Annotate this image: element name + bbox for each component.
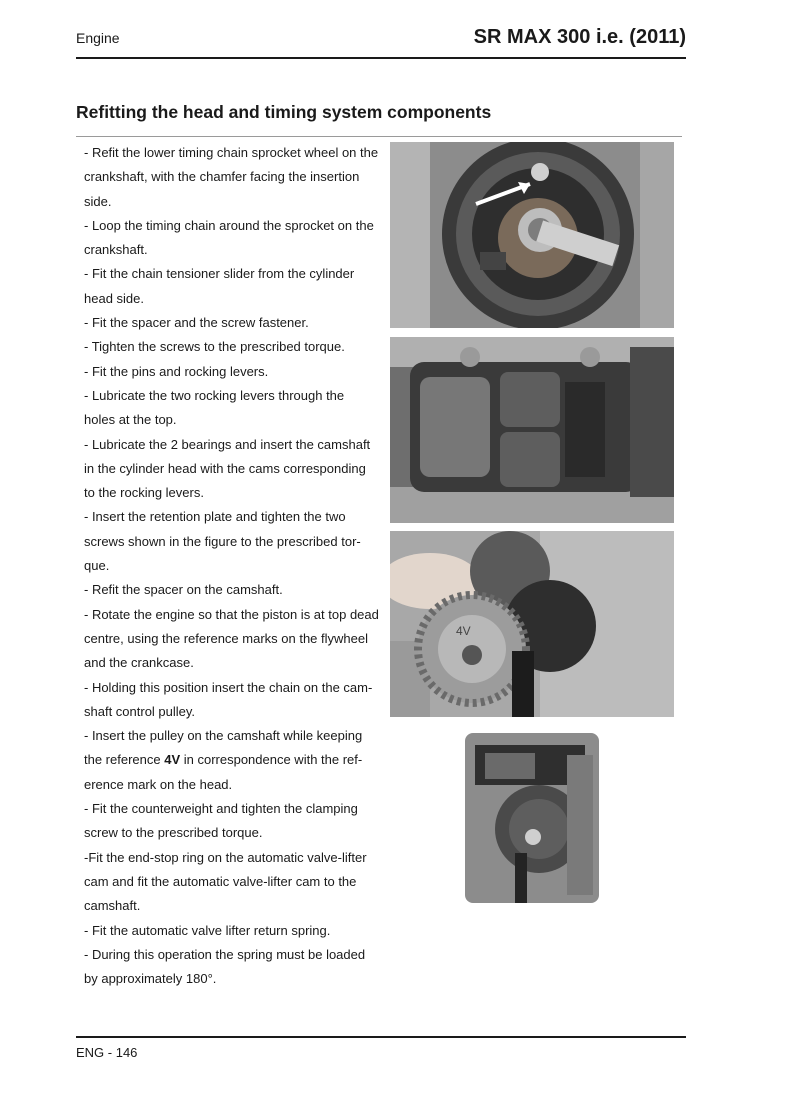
procedure-line: cam and fit the automatic valve-lifter cam to the <box>84 873 357 889</box>
procedure-line: - Insert the retention plate and tighten the two <box>84 509 346 525</box>
photo-rocking-levers <box>390 337 674 523</box>
procedure-line: and the crankcase. <box>84 655 194 671</box>
procedure-line: side. <box>84 193 112 209</box>
gear-marking-text: 4V <box>456 624 471 638</box>
procedure-line: -Fit the end-stop ring on the automatic valve-lifter <box>84 849 367 865</box>
procedure-line: shaft control pulley. <box>84 703 196 719</box>
procedure-line: in the cylinder head with the cams corresponding <box>84 460 366 476</box>
procedure-line: - Lubricate the 2 bearings and insert the camshaft <box>84 436 371 452</box>
photo-camshaft-pulley <box>390 531 674 717</box>
header-divider <box>76 57 686 59</box>
procedure-line-text: the reference <box>84 752 165 768</box>
procedure-line: to the rocking levers. <box>84 485 204 501</box>
photo-assembled-head <box>461 725 605 909</box>
procedure-line: - During this operation the spring must be loaded <box>84 946 366 962</box>
procedure-line: erence mark on the head. <box>84 776 233 792</box>
procedure-line: - Fit the automatic valve lifter return spring. <box>84 922 331 938</box>
procedure-line: holes at the top. <box>84 412 177 428</box>
procedure-line: - Fit the chain tensioner slider from the cylinder <box>84 266 355 282</box>
photo-crankshaft-sprocket <box>390 142 674 328</box>
procedure-line: - Refit the spacer on the camshaft. <box>84 582 283 598</box>
header-section-label: Engine <box>76 30 120 46</box>
procedure-line: que. <box>84 558 110 574</box>
procedure-line: - Tighten the screws to the prescribed torque. <box>84 339 345 355</box>
procedure-line <box>84 748 382 772</box>
procedure-line: crankshaft, with the chamfer facing the insertion <box>84 169 360 185</box>
procedure-line: camshaft. <box>84 898 141 914</box>
procedure-line: centre, using the reference marks on the flywheel <box>84 630 368 646</box>
procedure-line: crankshaft. <box>84 242 148 258</box>
procedure-line: screw to the prescribed torque. <box>84 825 263 841</box>
procedure-line-text: in correspondence with the ref- <box>180 752 363 768</box>
reference-mark-label: 4V <box>164 752 181 768</box>
procedure-line: - Lubricate the two rocking levers through the <box>84 387 345 403</box>
procedure-line: - Fit the spacer and the screw fastener. <box>84 315 309 331</box>
procedure-line: - Loop the timing chain around the sprocket on the <box>84 217 374 233</box>
procedure-line: - Fit the counterweight and tighten the clamping <box>84 801 358 817</box>
procedure-line: head side. <box>84 290 144 306</box>
procedure-line: - Rotate the engine so that the piston is at top dead <box>84 606 379 622</box>
page-number: ENG - 146 <box>76 1045 138 1060</box>
section-title: Refitting the head and timing system components <box>76 102 492 122</box>
procedure-line: - Refit the lower timing chain sprocket wheel on the <box>84 145 379 160</box>
footer-divider <box>76 1036 686 1038</box>
procedure-steps <box>84 141 382 991</box>
section-divider <box>76 136 682 137</box>
procedure-line: - Holding this position insert the chain on the cam- <box>84 679 373 695</box>
procedure-line: - Fit the pins and rocking levers. <box>84 363 269 379</box>
procedure-line: - Insert the pulley on the camshaft while keeping <box>84 728 363 744</box>
procedure-line: by approximately 180°. <box>84 971 217 987</box>
procedure-line: screws shown in the figure to the prescribed tor- <box>84 533 361 549</box>
header-model-title: SR MAX 300 i.e. (2011) <box>473 26 686 48</box>
